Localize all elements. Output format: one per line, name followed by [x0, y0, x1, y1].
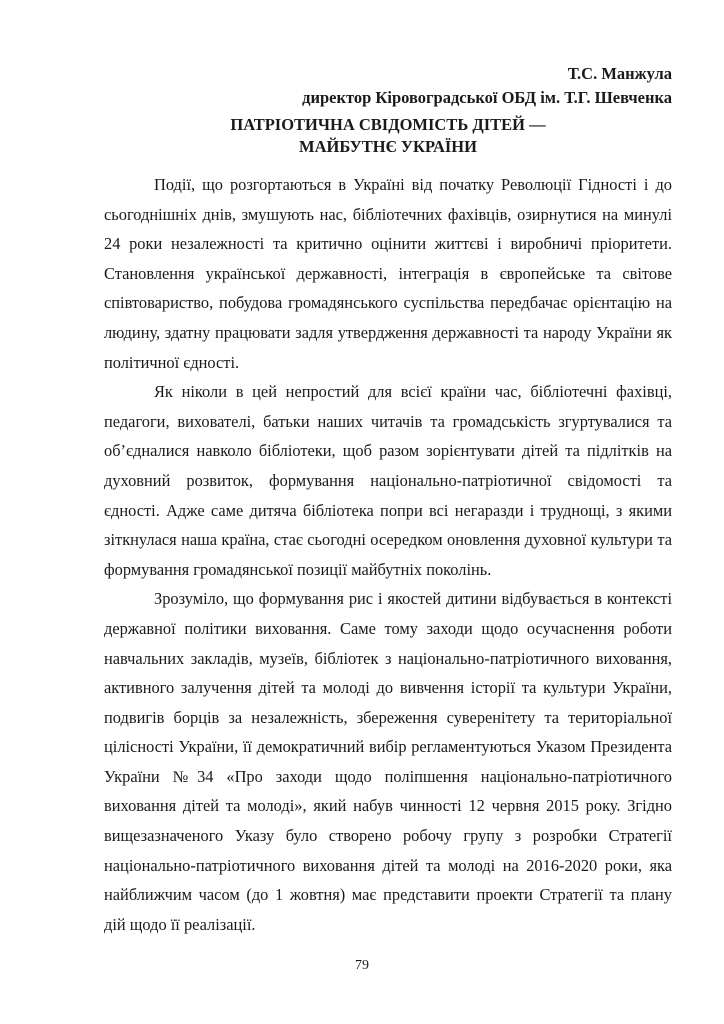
document-page — [104, 62, 672, 939]
page-number: 79 — [355, 958, 369, 973]
article-body — [104, 170, 672, 939]
paragraph-3: Зрозуміло, що формування рис і якостей дитини відбувається в контексті державної політики виховання. Саме тому заходи щодо осучаснення роботи навчальних закладів, музеїв, бібліотек з національно-патріотичного виховання, активного залучення дітей та молоді до вивчення історії та культури України, подвигів борців за незалежність, збереження суверенітету та територіальної цілісності України, її демократичний вибір регламентуються Указом Президента України №34 «Про заходи щодо поліпшення національно-патріотичного виховання дітей та молоді», який набув чинності 12 червня 2015 року. Згідно вищезазначеного Указу було створено робочу групу з розробки Стратегії національно-патріотичного виховання дітей та молоді на 2016-2020 роки, яка найближчим часом (до 1 жовтня) має представити проекти Стратегії та плану дій щодо її реалізації. — [104, 589, 672, 934]
paragraph-1: Події, що розгортаються в Україні від початку Революції Гідності і до сьогоднішніх днів, змушують нас, бібліотечних фахівців, озирнутися на минулі 24 роки незалежності та критично оцінити життєві і виробничі пріоритети. Становлення української державності, інтеграція в європейське та світове співтовариство, побудова громадянського суспільства передбачає орієнтацію на людину, здатну працювати задля утвердження державності та народу України як політичної єдності. — [104, 175, 672, 372]
article-title-line-2: МАЙБУТНЄ УКРАЇНИ — [299, 137, 477, 156]
paragraph-2: Як ніколи в цей непростий для всієї країни час, бібліотечні фахівці, педагоги, вихователі, батьки наших читачів та громадськість згуртувалися та об’єдналися навколо бібліотеки, щоб разом зорієнтувати дітей та підлітків на духовний розвиток, формування національно-патріотичної свідомості та єдності. Адже саме дитяча бібліотека попри всі негаразди і труднощі, з якими зіткнулася наша країна, стає сьогодні осередком оновлення духовної культури та формування громадянської позиції майбутніх поколінь. — [104, 382, 672, 579]
article-title — [104, 114, 672, 158]
author-block — [104, 62, 672, 110]
article-title-line-1: ПАТРІОТИЧНА СВІДОМІСТЬ ДІТЕЙ — — [230, 115, 546, 134]
author-position: директор Кіровоградської ОБД ім. Т.Г. Шевченка — [302, 88, 672, 107]
author-name: Т.С. Манжула — [567, 64, 672, 83]
